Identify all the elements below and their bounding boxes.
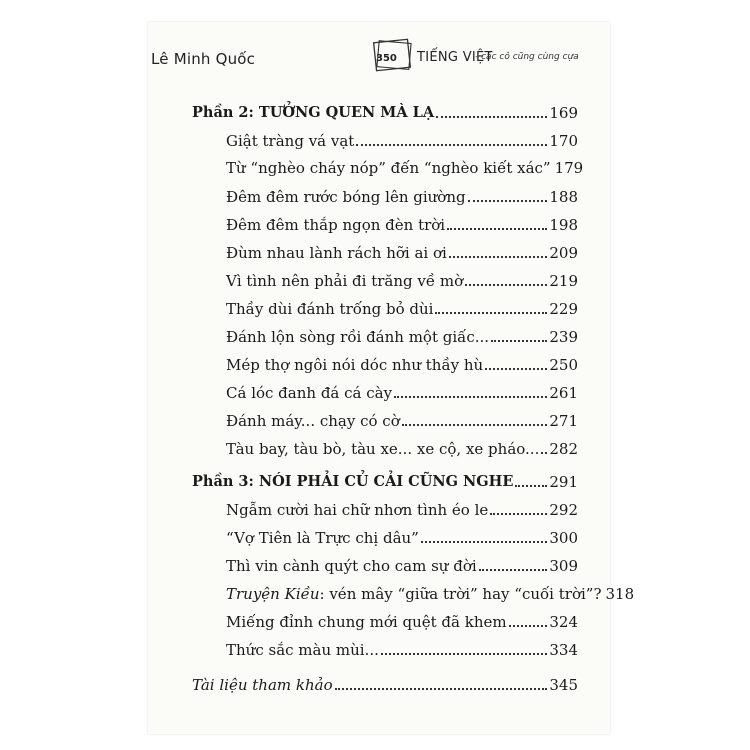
entry-title: Thức sắc màu mùi... [226, 641, 379, 659]
entry-title: Cá lóc đanh đá cá cày [226, 384, 393, 402]
entry-title: Mép thợ ngôi nói dóc như thầy hù [226, 356, 484, 374]
page-number: 179 [554, 159, 584, 177]
toc-entry [226, 153, 584, 177]
dot-leader [485, 368, 547, 370]
entry-title: Ngẫm cười hai chữ nhơn tình éo le [226, 501, 489, 519]
toc-entry [226, 406, 578, 430]
dot-leader [465, 284, 547, 286]
toc-entry [226, 238, 578, 262]
toc-references [192, 670, 578, 694]
entry-title: Thì vin cành quýt cho cam sự đời [226, 557, 477, 575]
dot-leader [509, 625, 548, 627]
page-number: 170 [549, 132, 578, 150]
toc-entry [226, 182, 578, 206]
toc-entry [226, 210, 578, 234]
page-number: 229 [549, 300, 578, 318]
entry-title: Đánh lộn sòng rồi đánh một giấc... [226, 328, 490, 346]
series-brand: TIẾNG VIỆT [417, 50, 493, 65]
toc-entry [226, 294, 578, 318]
page-number: 309 [549, 557, 578, 575]
dot-leader [515, 485, 547, 487]
dot-leader [421, 541, 548, 543]
toc-entry [226, 607, 578, 631]
page-number: 300 [549, 529, 578, 547]
logo-number: 350 [376, 53, 397, 64]
dot-leader [335, 688, 548, 690]
page-number: 169 [549, 104, 578, 122]
page-number: 334 [549, 641, 578, 659]
dot-leader [356, 144, 547, 146]
dot-leader [447, 228, 547, 230]
toc-entry [226, 350, 578, 374]
entry-title: Thầy dùi đánh trống bỏ dùi [226, 300, 434, 318]
entry-title: Đùm nhau lành rách hỡi ai ơi [226, 244, 447, 262]
dot-leader [468, 200, 548, 202]
dot-leader [435, 312, 547, 314]
page-number: 198 [549, 216, 578, 234]
toc-entry [226, 635, 578, 659]
dot-leader [449, 256, 548, 258]
page-number: 250 [549, 356, 578, 374]
dot-leader [381, 653, 547, 655]
toc-entry [226, 523, 578, 547]
dot-leader [541, 452, 547, 454]
entry-title: Đêm đêm thắp ngọn đèn trời [226, 216, 446, 234]
toc-entry [226, 579, 635, 603]
toc-entry [226, 434, 578, 458]
entry-title-rest: : vén mây “giữa trời” hay “cuối trời”? [319, 585, 602, 603]
toc-entry [226, 551, 578, 575]
entry-title [226, 585, 601, 603]
page-number: 239 [549, 328, 578, 346]
page-number: 271 [549, 412, 578, 430]
author-name: Lê Minh Quốc [151, 50, 256, 68]
dot-leader [436, 116, 547, 118]
dot-leader [402, 424, 548, 426]
page-number: 219 [549, 272, 578, 290]
part-title: Phần 3: NÓI PHẢI CỦ CẢI CŨNG NGHE [192, 473, 514, 490]
toc-entry [226, 495, 578, 519]
dot-leader [479, 569, 548, 571]
entry-title: Vì tình nên phải đi trăng về mờ [226, 272, 464, 290]
entry-title: Giật tràng vá vạt [226, 132, 355, 150]
page-number: 291 [549, 473, 578, 491]
page-number: 324 [549, 613, 578, 631]
page-number: 292 [549, 501, 578, 519]
toc-entry [226, 266, 578, 290]
toc-entry [226, 126, 578, 150]
toc-entry [226, 378, 578, 402]
page-number: 261 [549, 384, 578, 402]
page-number: 209 [549, 244, 578, 262]
entry-title: Từ “nghèo cháy nóp” đến “nghèo kiết xác” [226, 159, 551, 177]
toc-part-heading [192, 467, 578, 491]
page-number: 282 [549, 440, 578, 458]
series-subtitle: - các cô cũng cùng cựa [475, 52, 579, 62]
dot-leader [490, 513, 547, 515]
entry-title: Đánh máy... chạy có cờ [226, 412, 400, 430]
entry-title: Đêm đêm rước bóng lên giường [226, 188, 466, 206]
entry-title: “Vợ Tiên là Trực chị dâu” [226, 529, 419, 547]
page-number: 188 [549, 188, 578, 206]
references-title: Tài liệu tham khảo [192, 676, 333, 694]
dot-leader [394, 396, 547, 398]
page-number: 345 [549, 676, 578, 694]
entry-title: Miếng đỉnh chung mới quệt đã khem [226, 613, 507, 631]
entry-title-italic: Truyện Kiều [226, 585, 320, 603]
part-title: Phần 2: TƯỞNG QUEN MÀ LẠ [192, 104, 435, 121]
toc-part-heading [192, 98, 578, 122]
page-number: 318 [605, 585, 635, 603]
toc-entry [226, 322, 578, 346]
dot-leader [491, 340, 547, 342]
entry-title: Tàu bay, tàu bò, tàu xe... xe cộ, xe pháo... [226, 440, 540, 458]
